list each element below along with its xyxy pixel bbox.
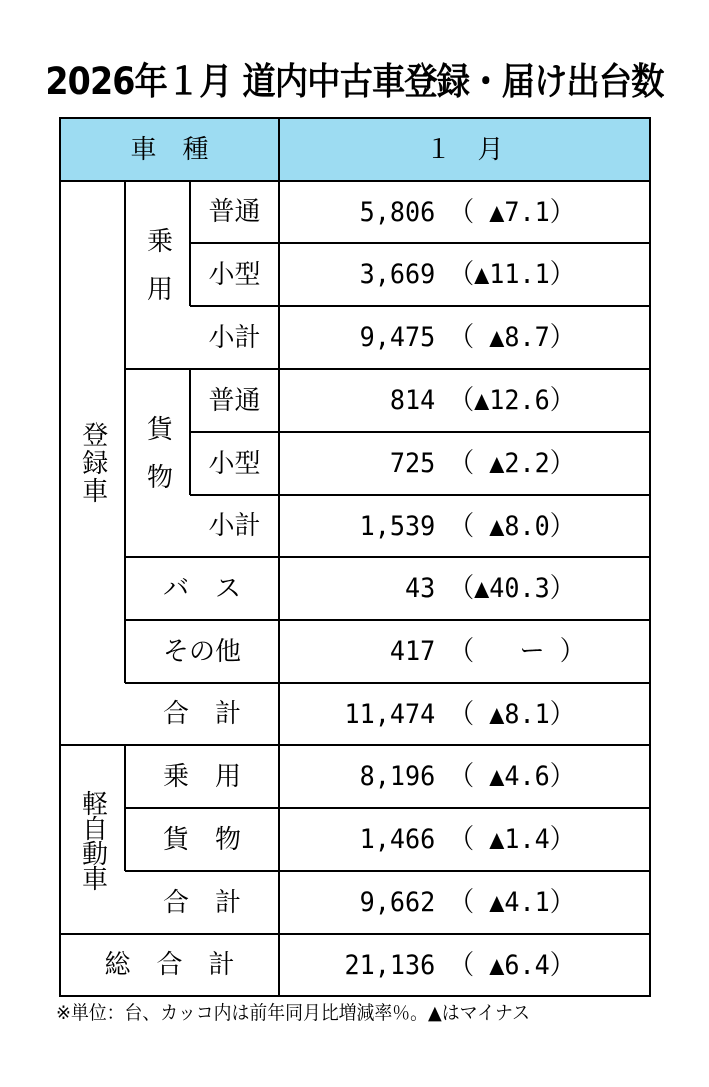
bus-label: バ ス <box>162 573 241 604</box>
change-rate: （ ー ） <box>449 636 585 667</box>
page-title: 2026年１月 道内中古車登録・届け出台数 <box>45 60 664 103</box>
vehicle-count: 11,474 <box>344 699 436 730</box>
value-cell-reg-passenger-standard <box>279 181 650 244</box>
value-cell-kei-cargo <box>279 808 650 871</box>
value-cell-reg-other <box>279 620 650 683</box>
value-cell-reg-cargo-subtotal <box>279 495 650 558</box>
passenger-small-label: 小型 <box>208 259 261 290</box>
header-month: １ 月 <box>425 134 504 165</box>
value-cell-kei-total <box>279 871 650 934</box>
cargo-subtotal-label: 小計 <box>208 511 261 541</box>
passenger-subtotal-label: 小計 <box>208 322 261 353</box>
value-cell-grand-total <box>279 934 650 997</box>
value-cell-reg-cargo-standard <box>279 369 650 432</box>
passenger-standard-label: 普通 <box>208 197 261 227</box>
change-rate: （ ▲2.2） <box>449 448 575 479</box>
kei-label <box>60 745 125 934</box>
header-category: 車 種 <box>130 134 209 165</box>
change-rate: （ ▲1.4） <box>449 824 575 855</box>
footnote: ※単位：台、カッコ内は前年同月比増減率％。▲はマイナス <box>56 1002 530 1024</box>
vehicle-count: 1,539 <box>359 511 436 542</box>
value-cell-reg-passenger-small <box>279 243 650 306</box>
passenger-group-label <box>125 181 190 369</box>
vehicle-count: 1,466 <box>359 824 436 855</box>
vehicle-count: 725 <box>389 448 436 479</box>
value-cell-reg-bus <box>279 557 650 620</box>
kei-passenger-label: 乗 用 <box>162 761 241 792</box>
vehicle-count: 814 <box>389 385 436 416</box>
vehicle-count: 9,475 <box>359 322 436 353</box>
change-rate: （ ▲8.7） <box>449 322 575 353</box>
vehicle-count: 5,806 <box>359 197 436 228</box>
cargo-group-label <box>125 369 190 557</box>
vehicle-count: 21,136 <box>344 950 436 981</box>
change-rate: （ ▲7.1） <box>449 197 575 228</box>
passenger-group-text: 乗用 <box>142 227 173 323</box>
other-label: その他 <box>162 636 241 667</box>
value-cell-reg-cargo-small <box>279 432 650 495</box>
cargo-group-text: 貨物 <box>142 415 173 511</box>
value-cell-reg-total <box>279 683 650 746</box>
change-rate: （▲12.6） <box>449 385 575 416</box>
change-rate: （ ▲8.1） <box>449 699 575 730</box>
value-cell-reg-passenger-subtotal <box>279 306 650 369</box>
vehicle-count: 3,669 <box>359 259 436 290</box>
change-rate: （▲40.3） <box>449 573 575 604</box>
vehicle-count: 8,196 <box>359 761 436 792</box>
grand-total-label: 総 合 計 <box>104 950 235 980</box>
cargo-standard-label: 普通 <box>208 385 261 416</box>
registered-total-label: 合 計 <box>162 699 241 729</box>
kei-cargo-label: 貨 物 <box>162 824 241 855</box>
kei-label-text: 軽自動車 <box>77 789 108 890</box>
cargo-small-label: 小型 <box>208 448 261 479</box>
change-rate: （ ▲8.0） <box>449 511 575 542</box>
vehicle-count: 43 <box>405 573 436 604</box>
change-rate: （ ▲6.4） <box>449 950 575 981</box>
registered-label <box>60 181 125 745</box>
change-rate: （ ▲4.6） <box>449 761 575 792</box>
value-cell-kei-passenger <box>279 745 650 808</box>
change-rate: （ ▲4.1） <box>449 887 575 918</box>
vehicle-count: 9,662 <box>359 887 436 918</box>
registered-label-text: 登録車 <box>77 421 108 505</box>
kei-total-label: 合 計 <box>162 887 241 918</box>
change-rate: （▲11.1） <box>449 259 575 290</box>
vehicle-count: 417 <box>389 636 436 667</box>
